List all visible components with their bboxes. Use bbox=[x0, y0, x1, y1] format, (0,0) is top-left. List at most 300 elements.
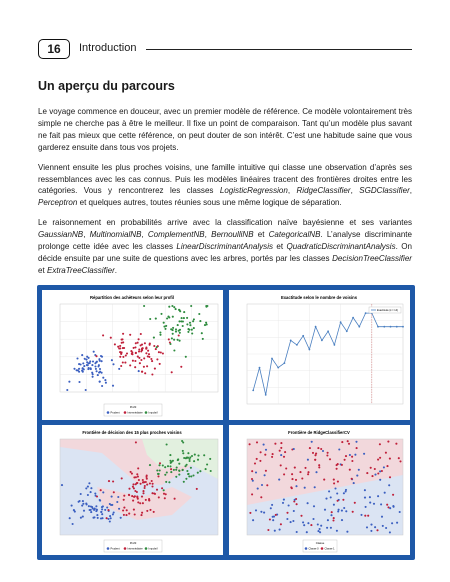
scatter-point bbox=[190, 467, 192, 469]
scatter-point bbox=[279, 529, 281, 531]
scatter-point bbox=[380, 503, 382, 505]
scatter-point bbox=[365, 506, 367, 508]
line-point bbox=[365, 312, 367, 314]
scatter-point bbox=[373, 503, 375, 505]
scatter-point bbox=[333, 482, 335, 484]
scatter-point bbox=[182, 450, 184, 452]
scatter-point bbox=[168, 481, 170, 483]
scatter-point bbox=[367, 515, 369, 517]
legend-item: Exactitude (k = 14) bbox=[377, 309, 398, 312]
line-point bbox=[327, 330, 329, 332]
scatter-point bbox=[278, 479, 280, 481]
scatter-point bbox=[385, 527, 387, 529]
scatter-point bbox=[307, 473, 309, 475]
scatter-point bbox=[159, 334, 161, 336]
scatter-point bbox=[193, 318, 195, 320]
line-point bbox=[377, 326, 379, 328]
legend bbox=[369, 307, 401, 313]
scatter-point bbox=[141, 371, 143, 373]
scatter-point bbox=[285, 467, 287, 469]
scatter-point bbox=[342, 499, 344, 501]
scatter-point bbox=[320, 525, 322, 527]
scatter-point bbox=[313, 505, 315, 507]
line-point bbox=[383, 326, 385, 328]
scatter-point bbox=[159, 469, 161, 471]
scatter-point bbox=[141, 512, 143, 514]
scatter-point bbox=[90, 505, 92, 507]
line-point bbox=[284, 362, 286, 364]
class-name: GaussianNB bbox=[38, 230, 84, 240]
scatter-point bbox=[274, 443, 276, 445]
scatter-point bbox=[384, 492, 386, 494]
scatter-point bbox=[101, 360, 103, 362]
scatter-point bbox=[264, 454, 266, 456]
scatter-point bbox=[326, 527, 328, 529]
scatter-point bbox=[85, 389, 87, 391]
body-text bbox=[38, 106, 412, 285]
scatter-point bbox=[364, 497, 366, 499]
scatter-point bbox=[324, 509, 326, 511]
scatter-point bbox=[80, 517, 82, 519]
scatter-point bbox=[76, 357, 78, 359]
scatter-point bbox=[271, 504, 273, 506]
scatter-point bbox=[140, 359, 142, 361]
scatter-point bbox=[124, 362, 126, 364]
scatter-point bbox=[90, 491, 92, 493]
scatter-point bbox=[337, 481, 339, 483]
scatter-point bbox=[154, 368, 156, 370]
figure-frame bbox=[37, 285, 415, 560]
scatter-point bbox=[131, 473, 133, 475]
scatter-point bbox=[399, 460, 401, 462]
scatter-point bbox=[168, 306, 170, 308]
legend-item: Intermédiaire bbox=[127, 411, 143, 415]
scatter-point bbox=[164, 466, 166, 468]
scatter-point bbox=[106, 506, 108, 508]
scatter-point bbox=[168, 338, 170, 340]
scatter-point bbox=[112, 385, 114, 387]
scatter-point bbox=[170, 471, 172, 473]
scatter-point bbox=[92, 360, 94, 362]
scatter-point bbox=[351, 456, 353, 458]
scatter-point bbox=[188, 475, 190, 477]
scatter-point bbox=[104, 509, 106, 511]
scatter-point bbox=[128, 494, 130, 496]
scatter-point bbox=[142, 492, 144, 494]
scatter-point bbox=[169, 454, 171, 456]
scatter-point bbox=[300, 515, 302, 517]
scatter-point bbox=[137, 342, 139, 344]
scatter-point bbox=[176, 466, 178, 468]
scatter-point bbox=[354, 502, 356, 504]
scatter-point bbox=[272, 516, 274, 518]
scatter-point bbox=[193, 327, 195, 329]
scatter-point bbox=[96, 508, 98, 510]
scatter-point bbox=[354, 454, 356, 456]
scatter-point bbox=[363, 453, 365, 455]
scatter-point bbox=[142, 481, 144, 483]
scatter-point bbox=[80, 493, 82, 495]
scatter-point bbox=[173, 339, 175, 341]
scatter-point bbox=[177, 459, 179, 461]
scatter-point bbox=[337, 500, 339, 502]
scatter-point bbox=[146, 478, 148, 480]
scatter-point bbox=[146, 474, 148, 476]
sep: , bbox=[204, 230, 212, 240]
scatter-point bbox=[97, 517, 99, 519]
class-name: LinearDiscriminantAnalysis bbox=[176, 242, 274, 252]
class-name: QuadraticDiscriminantAnalysis bbox=[286, 242, 396, 252]
scatter-point bbox=[87, 368, 89, 370]
scatter-point bbox=[333, 504, 335, 506]
scatter-point bbox=[194, 454, 196, 456]
scatter-point bbox=[191, 329, 193, 331]
scatter-point bbox=[95, 355, 97, 357]
class-name: CategoricalNB bbox=[268, 230, 321, 240]
scatter-point bbox=[151, 360, 153, 362]
scatter-point bbox=[251, 493, 253, 495]
scatter-point bbox=[187, 452, 189, 454]
line-point bbox=[271, 358, 273, 360]
scatter-point bbox=[102, 491, 104, 493]
scatter-point bbox=[197, 472, 199, 474]
scatter-point bbox=[146, 365, 148, 367]
scatter-point bbox=[153, 337, 155, 339]
scatter-point bbox=[283, 473, 285, 475]
legend-title: Classe bbox=[315, 541, 325, 545]
scatter-point bbox=[251, 470, 253, 472]
class-name: MultinomialNB bbox=[89, 230, 142, 240]
scatter-point bbox=[163, 489, 165, 491]
scatter-point bbox=[181, 440, 183, 442]
scatter-point bbox=[172, 329, 174, 331]
scatter-point bbox=[144, 342, 146, 344]
line-point bbox=[396, 326, 398, 328]
scatter-point bbox=[159, 331, 161, 333]
scatter-point bbox=[205, 322, 207, 324]
line-point bbox=[321, 340, 323, 342]
class-name: SGDClassifier bbox=[359, 186, 410, 196]
scatter-point bbox=[129, 364, 131, 366]
scatter-point bbox=[134, 490, 136, 492]
scatter-point bbox=[110, 517, 112, 519]
scatter-point bbox=[282, 502, 284, 504]
scatter-point bbox=[130, 471, 132, 473]
scatter-point bbox=[94, 492, 96, 494]
scatter-point bbox=[353, 482, 355, 484]
scatter-point bbox=[188, 473, 190, 475]
scatter-point bbox=[110, 337, 112, 339]
scatter-point bbox=[122, 356, 124, 358]
panel-ridge-boundary bbox=[229, 425, 410, 555]
scatter-point bbox=[136, 496, 138, 498]
scatter-point bbox=[177, 339, 179, 341]
scatter-point bbox=[271, 456, 273, 458]
scatter-point bbox=[180, 366, 182, 368]
legend-item: Impulsif bbox=[148, 547, 158, 551]
scatter-point bbox=[137, 476, 139, 478]
scatter-point bbox=[172, 316, 174, 318]
scatter-point bbox=[145, 352, 147, 354]
scatter-point bbox=[280, 523, 282, 525]
scatter-point bbox=[187, 328, 189, 330]
scatter-point bbox=[83, 365, 85, 367]
scatter-point bbox=[153, 345, 155, 347]
scatter-point bbox=[347, 440, 349, 442]
scatter-point bbox=[160, 351, 162, 353]
p2-text-b: et quelques autres, toutes réunies sous une même logique de séparation. bbox=[77, 198, 342, 208]
page-number: 16 bbox=[38, 39, 70, 59]
scatter-point bbox=[356, 447, 358, 449]
scatter-point bbox=[133, 509, 135, 511]
scatter-point bbox=[97, 365, 99, 367]
scatter-point bbox=[151, 485, 153, 487]
scatter-point bbox=[120, 365, 122, 367]
line-point bbox=[302, 335, 304, 337]
scatter-point bbox=[164, 328, 166, 330]
scatter-point bbox=[206, 305, 208, 307]
scatter-point bbox=[85, 487, 87, 489]
scatter-point bbox=[205, 468, 207, 470]
scatter-point bbox=[118, 368, 120, 370]
line-point bbox=[358, 326, 360, 328]
section-title: Un aperçu du parcours bbox=[38, 79, 175, 93]
scatter-point bbox=[323, 479, 325, 481]
scatter-point bbox=[81, 505, 83, 507]
scatter-point bbox=[315, 453, 317, 455]
scatter-point bbox=[128, 513, 130, 515]
scatter-point bbox=[139, 502, 141, 504]
scatter-point bbox=[156, 346, 158, 348]
scatter-point bbox=[87, 486, 89, 488]
scatter-point bbox=[199, 470, 201, 472]
scatter-point bbox=[358, 469, 360, 471]
scatter-point bbox=[325, 498, 327, 500]
scatter-point bbox=[90, 511, 92, 513]
scatter-point bbox=[386, 465, 388, 467]
scatter-point bbox=[256, 441, 258, 443]
scatter-point bbox=[263, 444, 265, 446]
scatter-point bbox=[82, 362, 84, 364]
scatter-point bbox=[193, 460, 195, 462]
scatter-point bbox=[99, 499, 101, 501]
scatter-point bbox=[351, 460, 353, 462]
scatter-point bbox=[330, 514, 332, 516]
scatter-point bbox=[177, 324, 179, 326]
scatter-point bbox=[131, 353, 133, 355]
scatter-point bbox=[138, 338, 140, 340]
scatter-point bbox=[141, 496, 143, 498]
scatter-point bbox=[186, 464, 188, 466]
line-point bbox=[390, 326, 392, 328]
class-name: ComplementNB bbox=[147, 230, 205, 240]
line-point bbox=[290, 340, 292, 342]
line-point bbox=[259, 367, 261, 369]
scatter-point bbox=[123, 514, 125, 516]
scatter-point bbox=[318, 464, 320, 466]
scatter-point bbox=[337, 510, 339, 512]
scatter-point bbox=[101, 385, 103, 387]
scatter-point bbox=[69, 517, 71, 519]
scatter-point bbox=[97, 374, 99, 376]
scatter-point bbox=[132, 483, 134, 485]
scatter-point bbox=[149, 464, 151, 466]
legend-item: Classe 1 bbox=[324, 547, 335, 551]
scatter-point bbox=[102, 334, 104, 336]
scatter-point bbox=[126, 509, 128, 511]
scatter-point bbox=[332, 519, 334, 521]
scatter-point bbox=[166, 443, 168, 445]
scatter-point bbox=[304, 487, 306, 489]
scatter-point bbox=[170, 461, 172, 463]
line-point bbox=[402, 326, 404, 328]
scatter-point bbox=[178, 463, 180, 465]
scatter-point bbox=[254, 462, 256, 464]
scatter-point bbox=[351, 478, 353, 480]
scatter-point bbox=[374, 468, 376, 470]
scatter-point bbox=[183, 481, 185, 483]
scatter-point bbox=[171, 337, 173, 339]
scatter-point bbox=[186, 457, 188, 459]
scatter-point bbox=[301, 477, 303, 479]
scatter-point bbox=[186, 317, 188, 319]
scatter-point bbox=[294, 499, 296, 501]
scatter-point bbox=[270, 507, 272, 509]
scatter-point bbox=[317, 447, 319, 449]
paragraph-1: Le voyage commence en douceur, avec un premier modèle de référence. Ce modèle volontairement très simple ne cherche pas à être le meilleur. Il fixe un point de comparaison. Tant qu’un modèle plus savant ne fait pas mieux que cette référence, on peut douter de son intérêt. C’est une habitude saine que vous garderez ensuite dans tous vos projets. bbox=[38, 107, 412, 152]
scatter-point bbox=[78, 368, 80, 370]
scatter-point bbox=[366, 472, 368, 474]
scatter-point bbox=[96, 370, 98, 372]
scatter-point bbox=[307, 471, 309, 473]
scatter-point bbox=[333, 479, 335, 481]
scatter-point bbox=[269, 518, 271, 520]
scatter-point bbox=[142, 490, 144, 492]
scatter-point bbox=[370, 467, 372, 469]
scatter-point bbox=[327, 452, 329, 454]
sep: , bbox=[287, 186, 297, 196]
scatter-point bbox=[183, 311, 185, 313]
scatter-point bbox=[173, 306, 175, 308]
scatter-point bbox=[134, 513, 136, 515]
scatter-point bbox=[206, 463, 208, 465]
scatter-point bbox=[275, 514, 277, 516]
scatter-point bbox=[346, 531, 348, 533]
scatter-point bbox=[82, 500, 84, 502]
scatter-point bbox=[272, 519, 274, 521]
scatter-point bbox=[145, 499, 147, 501]
scatter-point bbox=[150, 358, 152, 360]
scatter-point bbox=[149, 509, 151, 511]
scatter-point bbox=[84, 358, 86, 360]
class-name: Perceptron bbox=[38, 198, 78, 208]
scatter-point bbox=[140, 350, 142, 352]
scatter-point bbox=[83, 510, 85, 512]
scatter-point bbox=[265, 470, 267, 472]
scatter-point bbox=[109, 520, 111, 522]
scatter-point bbox=[307, 459, 309, 461]
scatter-point bbox=[82, 516, 84, 518]
scatter-point bbox=[144, 487, 146, 489]
scatter-point bbox=[169, 343, 171, 345]
scatter-point bbox=[274, 530, 276, 532]
scatter-point bbox=[158, 351, 160, 353]
scatter-point bbox=[179, 329, 181, 331]
scatter-point bbox=[156, 469, 158, 471]
scatter-point bbox=[192, 474, 194, 476]
sep: , bbox=[350, 186, 360, 196]
sep: , bbox=[83, 230, 90, 240]
legend-item: Intermédiaire bbox=[127, 547, 143, 551]
scatter-point bbox=[377, 459, 379, 461]
scatter-point bbox=[166, 317, 168, 319]
scatter-point bbox=[78, 381, 80, 383]
scatter-point bbox=[171, 305, 173, 307]
scatter-point bbox=[100, 511, 102, 513]
scatter-point bbox=[157, 473, 159, 475]
scatter-point bbox=[163, 322, 165, 324]
scatter-point bbox=[178, 474, 180, 476]
scatter-point bbox=[379, 470, 381, 472]
scatter-point bbox=[371, 475, 373, 477]
scatter-point bbox=[121, 339, 123, 341]
scatter-point bbox=[96, 495, 98, 497]
scatter-point bbox=[366, 526, 368, 528]
scatter-point bbox=[376, 529, 378, 531]
scatter-point bbox=[138, 370, 140, 372]
scatter-point bbox=[141, 344, 143, 346]
scatter-point bbox=[122, 509, 124, 511]
scatter-point bbox=[158, 496, 160, 498]
scatter-point bbox=[364, 489, 366, 491]
scatter-point bbox=[135, 342, 137, 344]
scatter-point bbox=[166, 471, 168, 473]
scatter-point bbox=[284, 451, 286, 453]
scatter-point bbox=[329, 458, 331, 460]
scatter-point bbox=[186, 323, 188, 325]
scatter-point bbox=[121, 477, 123, 479]
scatter-point bbox=[94, 362, 96, 364]
scatter-point bbox=[192, 320, 194, 322]
scatter-point bbox=[173, 469, 175, 471]
scatter-point bbox=[322, 450, 324, 452]
scatter-point bbox=[100, 489, 102, 491]
line-point bbox=[265, 394, 267, 396]
scatter-point bbox=[387, 441, 389, 443]
scatter-point bbox=[81, 370, 83, 372]
scatter-point bbox=[186, 470, 188, 472]
scatter-point bbox=[178, 309, 180, 311]
scatter-point bbox=[142, 502, 144, 504]
scatter-point bbox=[116, 501, 118, 503]
scatter-point bbox=[178, 334, 180, 336]
scatter-point bbox=[151, 480, 153, 482]
scatter-point bbox=[165, 493, 167, 495]
scatter-point bbox=[314, 459, 316, 461]
scatter-point bbox=[348, 443, 350, 445]
scatter-point bbox=[102, 377, 104, 379]
scatter-point bbox=[74, 511, 76, 513]
scatter-point bbox=[307, 502, 309, 504]
scatter-point bbox=[109, 515, 111, 517]
scatter-point bbox=[311, 441, 313, 443]
paragraph-2 bbox=[38, 162, 412, 210]
scatter-point bbox=[93, 351, 95, 353]
scatter-point bbox=[88, 482, 90, 484]
line-point bbox=[309, 349, 311, 351]
scatter-point bbox=[137, 467, 139, 469]
scatter-point bbox=[199, 320, 201, 322]
